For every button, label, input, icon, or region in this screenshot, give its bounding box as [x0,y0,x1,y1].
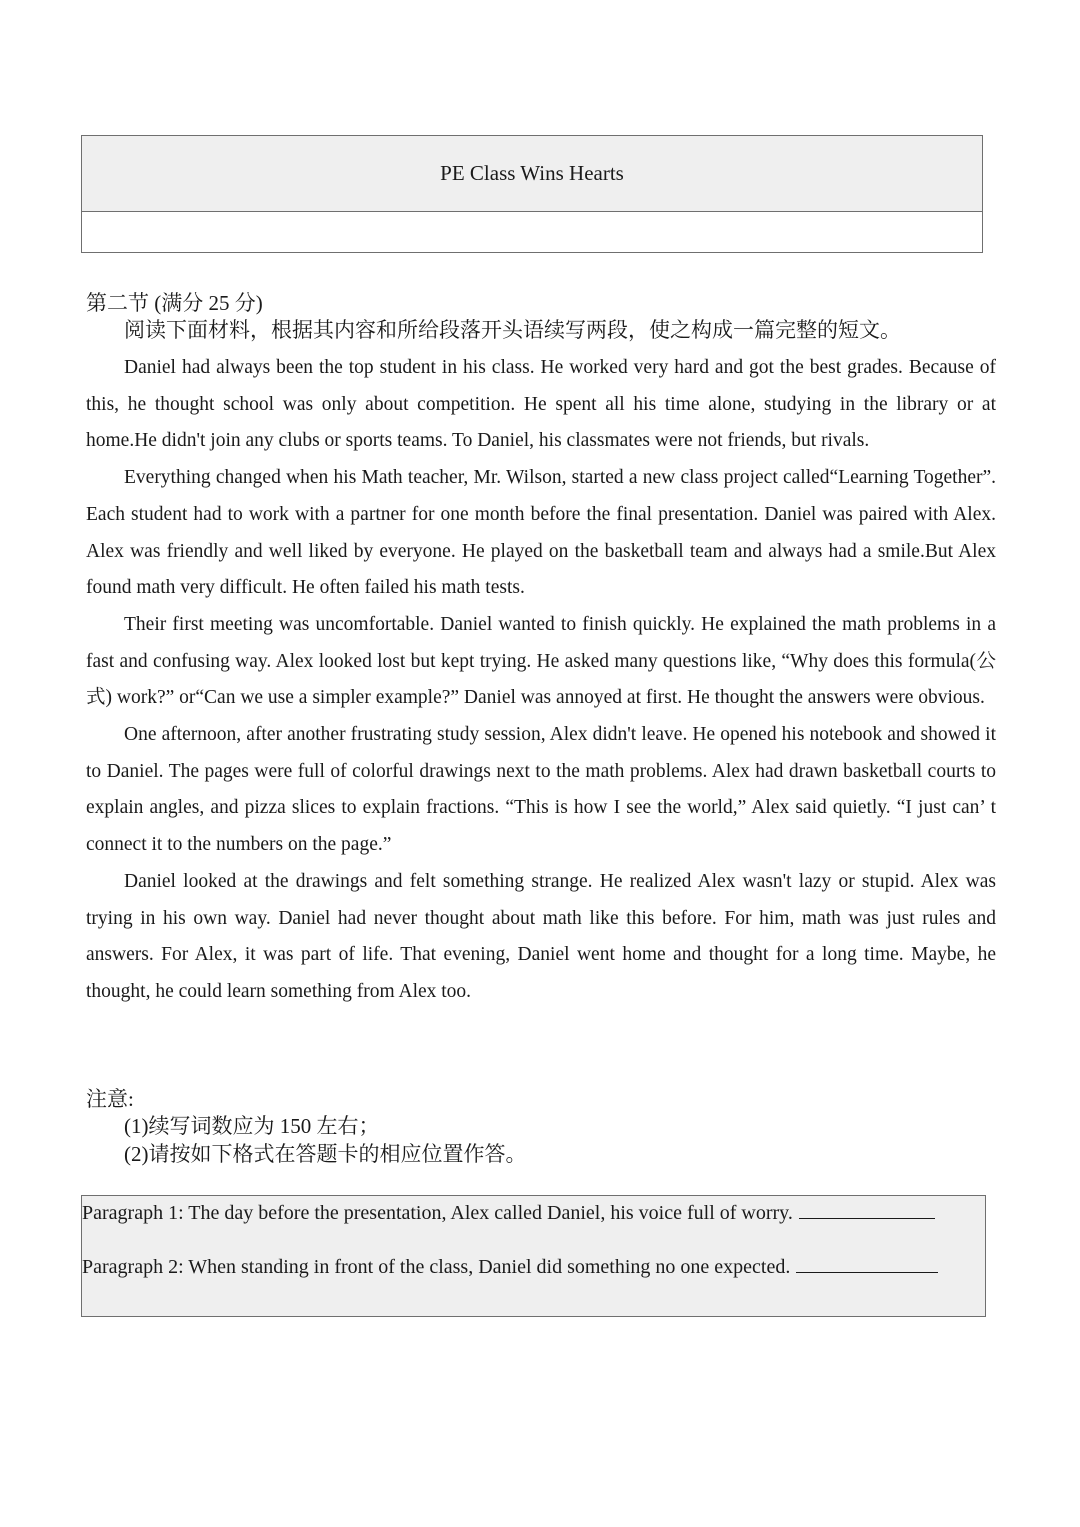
paragraph-1-prompt: Paragraph 1: The day before the presentation, Alex called Daniel, his voice full of worry. [82,1202,793,1224]
title-row [82,136,982,212]
instruction-text: 阅读下面材料，根据其内容和所给段落开头语续写两段，使之构成一篇完整的短文。 [124,318,901,342]
section-heading: 第二节 (满分 25 分) [86,291,263,315]
note-item-word-count: (1)续写词数应为 150 左右； [124,1114,380,1138]
passage-paragraph: One afternoon, after another frustrating study session, Alex didn't leave. He opened his notebook and showed it to Daniel. The pages were full of colorful drawings next to the math problems. Alex had drawn basketball courts to explain angles, and pizza slices to explain fractions. “This is how I see the world,” Alex said quietly. “I just can’ t connect it to the numbers on the page.” [86,724,996,856]
passage-paragraph: Everything changed when his Math teacher, Mr. Wilson, started a new class project called“Learning Together”. Each student had to work with a partner for one month before the final presentation. Daniel was paired with Alex. Alex was friendly and well liked by everyone. He played on the basketball team and always had a smile.But Alex found math very difficult. He often failed his math tests. [86,467,996,599]
reading-passage [86,350,996,1011]
essay-title: PE Class Wins Hearts [440,161,624,185]
passage-paragraph: Daniel looked at the drawings and felt something strange. He realized Alex wasn't lazy or stupid. Alex was trying in his own way. Daniel had never thought about math like this before. For him, math was just rules and answers. For Alex, it was part of life. That evening, Daniel went home and thought for a long time. Maybe, he thought, he could learn something from Alex too. [86,870,996,1002]
paragraph-2-prompt: Paragraph 2: When standing in front of the class, Daniel did something no one expected. [82,1256,791,1278]
paragraph-2-line [82,1252,938,1281]
passage-paragraph: Daniel had always been the top student in his class. He worked very hard and got the best grades. Because of this, he thought school was only about competition. He spent all his time alone, studying in the library or at home.He didn't join any clubs or sports teams. To Daniel, his classmates were not friends, but rivals. [86,357,996,452]
note-item-format: (2)请按如下格式在答题卡的相应位置作答。 [124,1142,527,1166]
paragraph-1-line [82,1198,935,1227]
title-box [81,135,983,253]
passage-paragraph: Their first meeting was uncomfortable. Daniel wanted to finish quickly. He explained the math problems in a fast and confusing way. Alex looked lost but kept trying. He asked many questions like, “Why does this formula(公式) work?” or“Can we use a simpler example?” Daniel was annoyed at first. He thought the answers were obvious. [86,613,996,709]
paragraph-2-blank [796,1252,938,1273]
answer-format-box [81,1195,986,1317]
paragraph-1-blank [799,1198,935,1219]
notes-heading: 注意: [86,1087,134,1111]
